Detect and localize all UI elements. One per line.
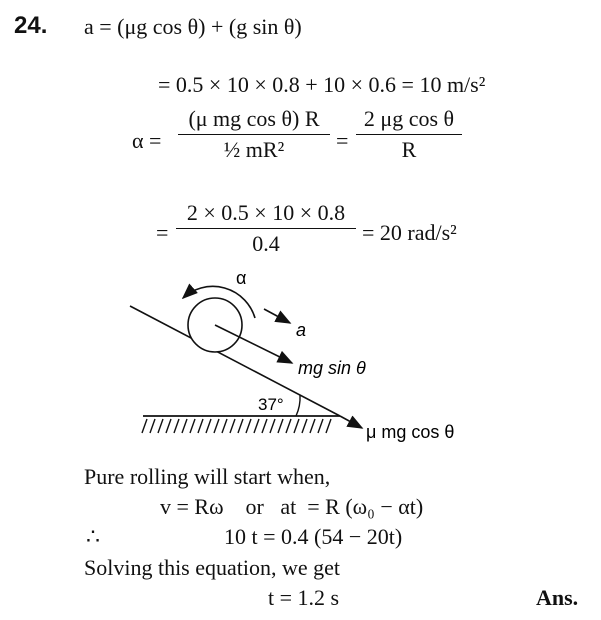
solution-line-1: Pure rolling will start when, [84, 464, 331, 489]
fraction-3-denominator: 0.4 [252, 231, 280, 256]
fraction-1-bar [178, 134, 330, 135]
equals-sign-2: = [156, 220, 169, 245]
incline-diagram [0, 260, 601, 460]
fraction-1 [178, 106, 330, 163]
solution-line-2: v = Rω or at = R (ω₀ − αt) [160, 494, 424, 519]
fraction-3-bar [176, 228, 356, 229]
alpha-label: α = [132, 128, 162, 153]
fraction-2 [356, 106, 462, 163]
angle-label: 37° [258, 395, 284, 414]
ground-hatching [142, 419, 331, 433]
equation-line-1: a = (μg cos θ) + (g sin θ) [84, 14, 302, 39]
fraction-3-numerator: 2 × 0.5 × 10 × 0.8 [186, 200, 346, 225]
acceleration-arrow [264, 309, 290, 323]
angle-arc [296, 395, 300, 416]
acceleration-label: a [296, 320, 307, 340]
fraction-1-numerator: (μ mg cos θ) R [188, 106, 320, 131]
therefore-symbol: ∴ [86, 524, 100, 549]
alpha-symbol: α [236, 268, 247, 288]
fraction-2-bar [356, 134, 462, 135]
problem-number: 24. [14, 12, 48, 39]
alpha-result: = 20 rad/s² [362, 220, 457, 245]
fraction-2-denominator: R [401, 137, 417, 162]
solution-line-4: Solving this equation, we get [84, 555, 341, 580]
solution-line-3: 10 t = 0.4 (54 − 20t) [224, 524, 403, 549]
friction-arrow [340, 416, 362, 428]
equals-sign-1: = [336, 128, 349, 153]
equation-line-2: = 0.5 × 10 × 0.8 + 10 × 0.6 = 10 m/s² [158, 72, 486, 97]
mg-sin-label: mg sin θ [298, 358, 366, 378]
fraction-3 [176, 200, 356, 257]
answer-label: Ans. [536, 585, 579, 610]
friction-label: μ mg cos θ [366, 422, 455, 442]
solution-line-5: t = 1.2 s [268, 585, 340, 610]
fraction-1-denominator: ½ mR² [223, 137, 285, 162]
fraction-2-numerator: 2 μg cos θ [363, 106, 455, 131]
